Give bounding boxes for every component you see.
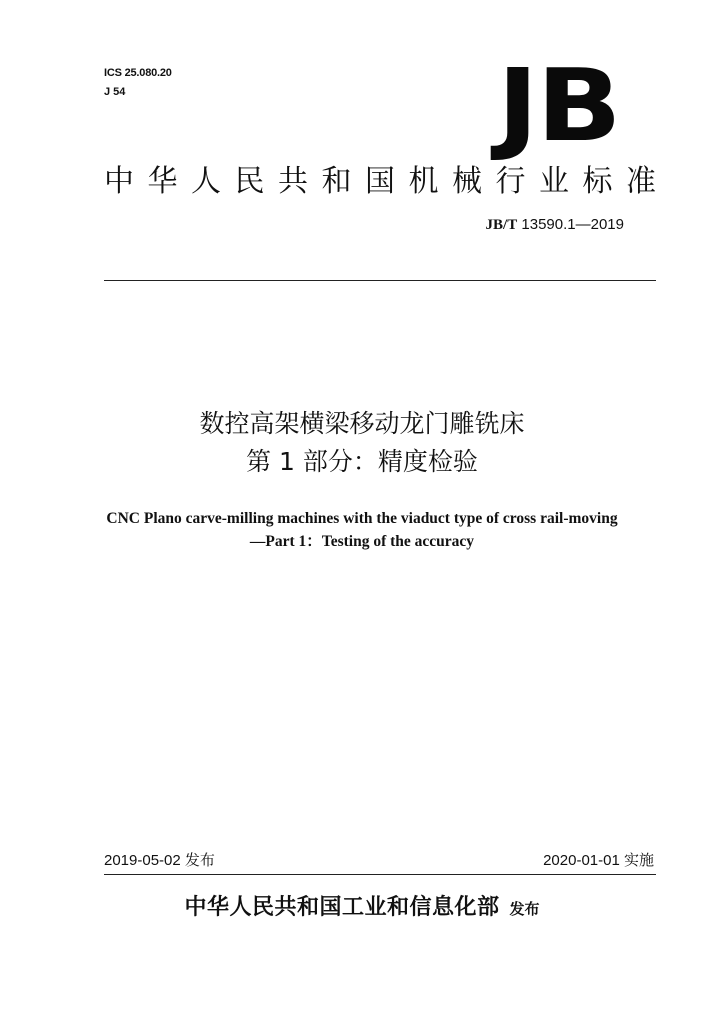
top-divider bbox=[104, 280, 656, 281]
title-cn-line-1: 数控高架横梁移动龙门雕铣床 bbox=[199, 409, 525, 438]
industry-title-char: 人 bbox=[191, 164, 221, 199]
industry-title-char: 民 bbox=[234, 164, 265, 199]
industry-title-char: 中 bbox=[104, 164, 134, 199]
standard-number-prefix: JB/T bbox=[485, 217, 518, 233]
issue-date: 2019-05-02 发布 bbox=[104, 852, 215, 869]
industry-title-char: 和 bbox=[321, 164, 352, 199]
implementation-date: 2020-01-01 实施 bbox=[543, 852, 654, 869]
industry-title-char: 国 bbox=[365, 164, 395, 199]
bottom-divider bbox=[104, 874, 656, 875]
standard-number bbox=[486, 216, 624, 234]
title-en-line-2: —Part 1：Testing of the accuracy bbox=[249, 533, 475, 550]
ics-code: ICS 25.080.20 bbox=[104, 67, 172, 79]
industry-title-char: 共 bbox=[278, 164, 308, 199]
title-cn-line-2: 第 1 部分：精度检验 bbox=[246, 447, 478, 476]
jb-logo: JB bbox=[497, 47, 620, 164]
title-en-line-1: CNC Plano carve-milling machines with the viaduct type of cross rail-moving bbox=[106, 510, 618, 527]
publisher-verb: 发布 bbox=[509, 900, 540, 918]
industry-title-char: 标 bbox=[582, 164, 613, 199]
industry-title-char: 准 bbox=[626, 164, 656, 199]
publisher-line bbox=[0, 892, 724, 925]
industry-title-char: 华 bbox=[147, 164, 178, 199]
publisher-organization: 中华人民共和国工业和信息化部 bbox=[184, 895, 500, 920]
ccs-code: J 54 bbox=[104, 86, 126, 98]
industry-title-char: 业 bbox=[539, 164, 569, 199]
industry-title-char: 机 bbox=[408, 164, 439, 199]
industry-standard-title bbox=[104, 162, 656, 202]
industry-title-char: 行 bbox=[495, 164, 526, 199]
industry-title-char: 械 bbox=[452, 164, 482, 199]
standard-number-value: 13590.1—2019 bbox=[517, 216, 624, 233]
